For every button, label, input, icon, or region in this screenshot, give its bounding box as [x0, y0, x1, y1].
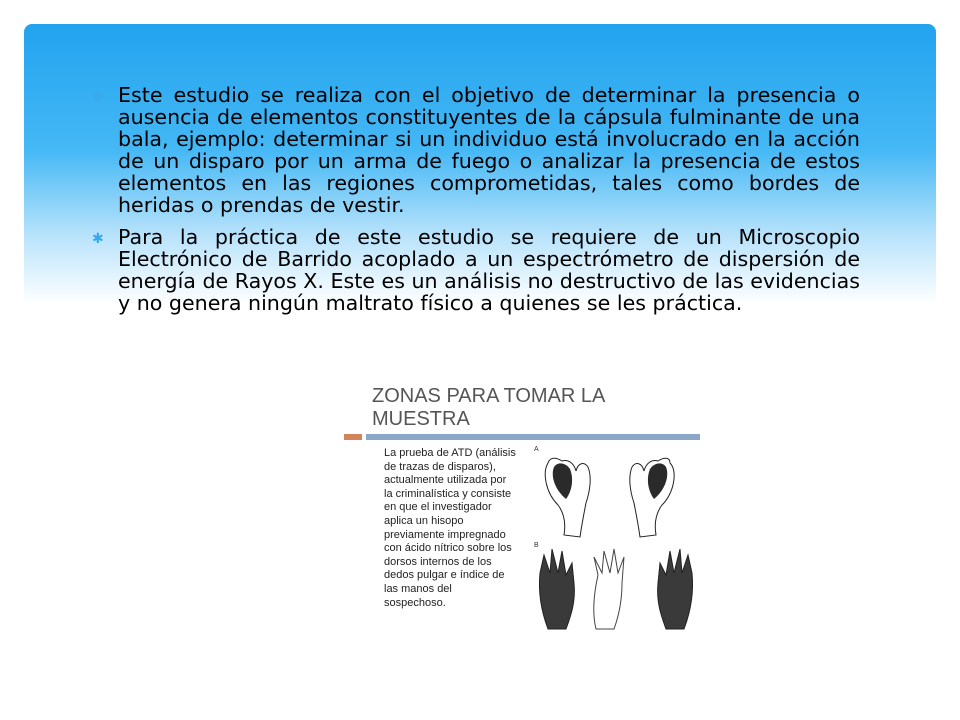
- hand-icon: [594, 549, 624, 629]
- figure-title-line: ZONAS PARA TOMAR LA: [372, 385, 606, 407]
- bullet-star-icon: ✱: [92, 231, 104, 247]
- hand-icon: [658, 549, 693, 629]
- bullet-star-icon: ✱: [92, 89, 104, 105]
- figure-description: La prueba de ATD (análisis de trazas de disparos), actualmente utilizada por la criminalística y consiste en que el investigador aplica un hisopo previamente impregnado con ácido nítrico sobre los dorsos internos de los dedos pulgar e índice de las manos del sospechoso.: [384, 447, 516, 609]
- slide-content: [92, 84, 860, 324]
- hands-label-a: A: [534, 446, 539, 453]
- hand-icon: [539, 549, 574, 629]
- figure-rule: [366, 434, 700, 440]
- hands-illustration: [530, 443, 700, 635]
- bullet-text: Para la práctica de este estudio se requiere de un Microscopio Electrónico de Barrido acoplado a un espectrómetro de dispersión de energía de Rayos X. Este es un análisis no destructivo de las evidencias y no genera ningún maltrato físico a quienes se les práctica.: [118, 225, 860, 315]
- figure-rule-accent: [344, 434, 362, 440]
- bullet-item: [92, 226, 860, 314]
- hands-label-b: B: [534, 542, 539, 549]
- sampling-zones-figure: [344, 385, 700, 635]
- hand-icon: [630, 458, 674, 537]
- figure-title-line: MUESTRA: [372, 408, 470, 430]
- bullet-item: [92, 84, 860, 216]
- hand-icon: [545, 458, 590, 537]
- bullet-text: Este estudio se realiza con el objetivo de determinar la presencia o ausencia de elementos constituyentes de la cápsula fulminante de una bala, ejemplo: determinar si un individuo está involucrado en la acción de un disparo por un arma de fuego o analizar la presencia de estos elementos en las regiones comprometidas, tales como bordes de heridas o prendas de vestir.: [118, 83, 860, 217]
- figure-title: [372, 385, 605, 431]
